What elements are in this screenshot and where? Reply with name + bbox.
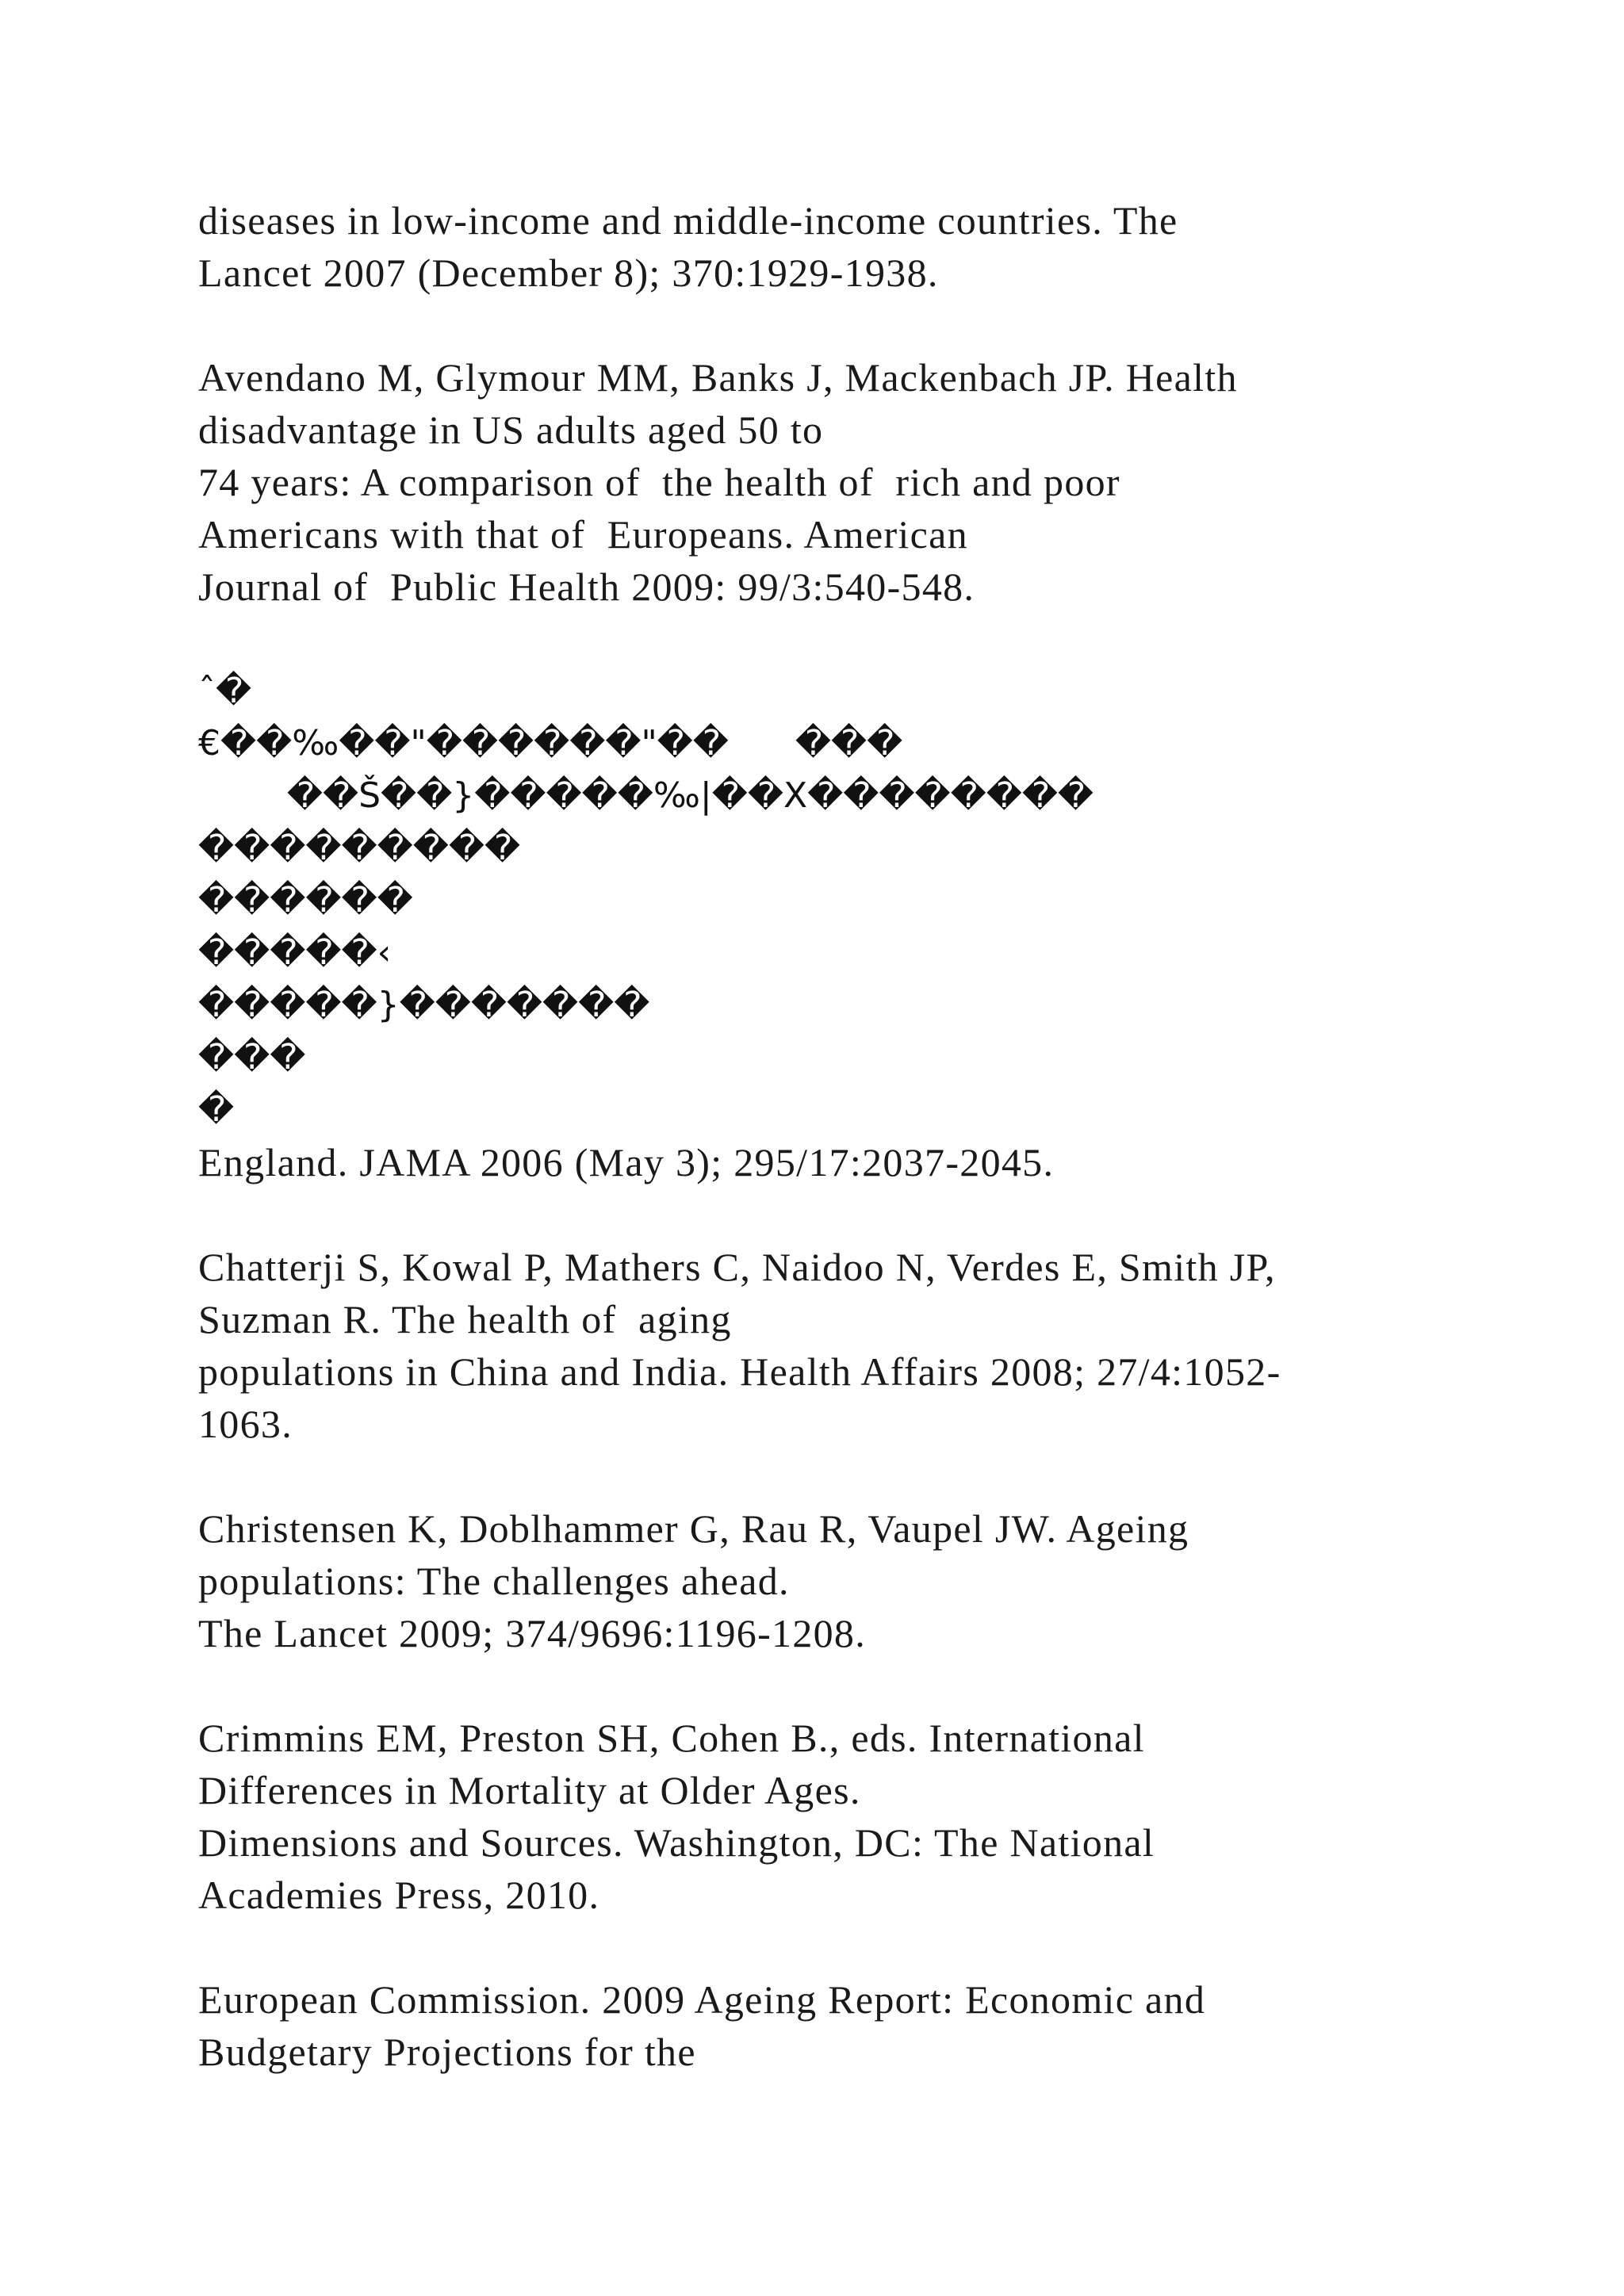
reference-line: Academies Press, 2010.	[198, 1873, 600, 1917]
reference-line: 74 years: A comparison of the health of rich and poor	[198, 460, 1120, 504]
reference-entry-garbled	[198, 665, 1546, 1188]
reference-line: European Commission. 2009 Ageing Report: Economic and	[198, 1977, 1206, 2022]
reference-entry	[198, 1241, 1546, 1450]
reference-entry	[198, 1712, 1546, 1921]
garbled-line: ˆ�	[198, 671, 252, 711]
reference-line: diseases in low-income and middle-income countries. The	[198, 198, 1178, 243]
reference-entry	[198, 351, 1546, 613]
garbled-line: ���	[198, 1037, 306, 1077]
paragraph-gap	[198, 1921, 1546, 1973]
paragraph-gap	[198, 1659, 1546, 1712]
reference-line: Differences in Mortality at Older Ages.	[198, 1768, 861, 1812]
garbled-line: ���������	[198, 828, 521, 868]
garbled-line: �	[198, 1089, 235, 1130]
garbled-line: �����}�������	[198, 985, 650, 1025]
reference-line: Budgetary Projections for the	[198, 2030, 696, 2074]
reference-line: Lancet 2007 (December 8); 370:1929-1938.	[198, 251, 939, 295]
reference-line: Americans with that of Europeans. American	[198, 512, 968, 557]
paragraph-gap	[198, 299, 1546, 351]
reference-line: The Lancet 2009; 374/9696:1196-1208.	[198, 1611, 867, 1655]
reference-line: populations in China and India. Health Affairs 2008; 27/4:1052-	[198, 1349, 1281, 1394]
reference-entry	[198, 1502, 1546, 1659]
reference-line: Christensen K, Doblhammer G, Rau R, Vaupel JW. Ageing	[198, 1506, 1189, 1551]
paragraph-gap	[198, 1450, 1546, 1502]
garbled-line: ������	[198, 880, 413, 920]
reference-line: Avendano M, Glymour MM, Banks J, Mackenbach JP. Health	[198, 355, 1238, 400]
paragraph-gap	[198, 613, 1546, 665]
reference-line: Chatterji S, Kowal P, Mathers C, Naidoo N, Verdes E, Smith JP,	[198, 1245, 1276, 1289]
reference-line: populations: The challenges ahead.	[198, 1559, 790, 1603]
reference-entry	[198, 194, 1546, 299]
reference-line: England. JAMA 2006 (May 3); 295/17:2037-2045.	[198, 1140, 1055, 1184]
reference-line: Journal of Public Health 2009: 99/3:540-548.	[198, 564, 975, 609]
paragraph-gap	[198, 1188, 1546, 1241]
reference-line: Dimensions and Sources. Washington, DC: The National	[198, 1820, 1155, 1865]
garbled-line: ��Š��}�����‰|��X��������	[198, 775, 1094, 816]
reference-entry	[198, 1973, 1546, 2078]
reference-line: Crimmins EM, Preston SH, Cohen B., eds. International	[198, 1716, 1145, 1760]
garbled-line: �����‹	[198, 932, 392, 973]
garbled-line: €��‰��"������"�� ���	[198, 723, 903, 763]
reference-list	[198, 194, 1546, 2078]
reference-line: 1063.	[198, 1402, 293, 1446]
reference-line: Suzman R. The health of aging	[198, 1297, 732, 1341]
reference-line: disadvantage in US adults aged 50 to	[198, 408, 824, 452]
